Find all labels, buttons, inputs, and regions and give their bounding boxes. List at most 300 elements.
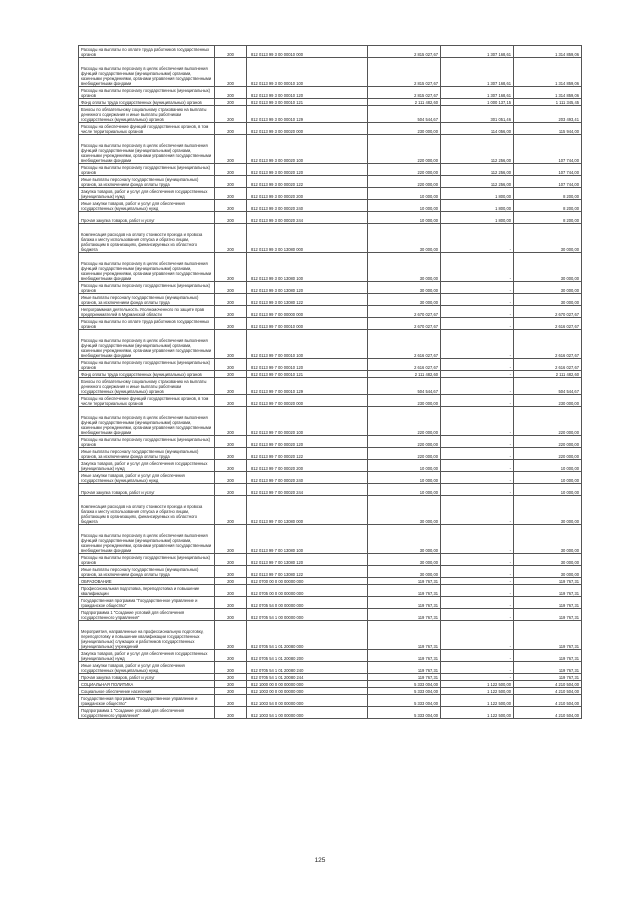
row-approved-amount: 10 000,00	[368, 460, 441, 472]
row-remaining-amount: 10 000,00	[514, 484, 582, 496]
row-approved-amount: 2 616 027,67	[368, 330, 441, 359]
row-executed-amount: -	[441, 496, 514, 525]
row-remaining-amount: 230 000,00	[514, 395, 582, 407]
row-line-code: 200	[215, 359, 247, 371]
row-line-code: 200	[215, 282, 247, 294]
row-executed-amount: 1 307 168,61	[441, 87, 514, 99]
row-remaining-amount: 203 493,41	[514, 106, 582, 123]
row-remaining-amount: 1 314 859,06	[514, 46, 582, 58]
row-approved-amount: 10 000,00	[368, 484, 441, 496]
row-approved-amount: 30 000,00	[368, 566, 441, 578]
row-approved-amount: 220 000,00	[368, 407, 441, 436]
table-row	[79, 200, 582, 212]
row-executed-amount: -	[441, 294, 514, 306]
table-row	[79, 681, 582, 688]
row-executed-amount: -	[441, 359, 514, 371]
row-kbk-code: 812 0113 99 3 00 00020 244	[247, 212, 368, 224]
table-row	[79, 123, 582, 135]
row-approved-amount: 119 767,31	[368, 662, 441, 674]
table-row	[79, 318, 582, 330]
row-remaining-amount: 119 767,31	[514, 585, 582, 597]
row-remaining-amount: 4 210 504,00	[514, 695, 582, 707]
row-remaining-amount: 30 000,00	[514, 496, 582, 525]
row-name: Иные выплаты персоналу государственных (муниципальных) органов, за исключением фонда оплаты труда	[79, 176, 215, 188]
row-approved-amount: 2 111 482,60	[368, 371, 441, 378]
row-kbk-code: 812 0113 99 3 00 13080 122	[247, 294, 368, 306]
row-name: Расходы на выплаты по оплате труда работников государственных органов	[79, 46, 215, 58]
page-number: 125	[314, 857, 326, 864]
row-line-code: 200	[215, 472, 247, 484]
row-approved-amount: 119 767,31	[368, 621, 441, 650]
row-name: Иные закупки товаров, работ и услуг для обеспечения государственных (муниципальных) нужд	[79, 662, 215, 674]
row-name: Взносы по обязательному социальному страхованию на выплаты денежного содержания и иные выплаты работникам государственных (муниципальных) органов	[79, 378, 215, 395]
row-remaining-amount: 30 000,00	[514, 525, 582, 554]
row-remaining-amount: 30 000,00	[514, 282, 582, 294]
table-row	[79, 695, 582, 707]
row-kbk-code: 812 0113 99 3 00 00020 200	[247, 188, 368, 200]
row-remaining-amount: 2 616 027,67	[514, 359, 582, 371]
row-kbk-code: 812 0705 54 1 01 20080 000	[247, 621, 368, 650]
row-kbk-code: 812 0113 99 3 00 00010 121	[247, 99, 368, 106]
row-name: Иные выплаты персоналу государственных (муниципальных) органов, за исключением фонда оплаты труда	[79, 294, 215, 306]
table-row	[79, 135, 582, 164]
row-executed-amount: 1 122 500,00	[441, 681, 514, 688]
row-line-code: 200	[215, 318, 247, 330]
row-name: Подпрограмма 1 "Создание условий для обеспечения государственного управления"	[79, 707, 215, 719]
row-name: Компенсация расходов на оплату стоимости проезда и провоза багажа к месту использования отпуска и обратно лицам, работающим в организациях, финансируемых из областного бюджета	[79, 224, 215, 253]
row-executed-amount: 1 122 500,00	[441, 707, 514, 719]
table-row	[79, 224, 582, 253]
row-name: Расходы на выплаты персоналу в целях обеспечения выполнения функций государственными (муниципальными) органами, казенными учреждениями, органами управления государственными внебюджетными фондами	[79, 525, 215, 554]
row-line-code: 200	[215, 176, 247, 188]
table-row	[79, 609, 582, 621]
table-row	[79, 554, 582, 566]
row-approved-amount: 2 815 027,67	[368, 58, 441, 87]
row-approved-amount: 2 670 027,67	[368, 318, 441, 330]
table-row	[79, 436, 582, 448]
row-remaining-amount: 220 000,00	[514, 448, 582, 460]
row-line-code: 200	[215, 554, 247, 566]
row-executed-amount: -	[441, 662, 514, 674]
table-row	[79, 578, 582, 585]
row-approved-amount: 30 000,00	[368, 282, 441, 294]
row-name: Расходы на выплаты персоналу в целях обеспечения выполнения функций государственными (муниципальными) органами, казенными учреждениями, органами управления государственными внебюджетными фондами	[79, 330, 215, 359]
row-approved-amount: 30 000,00	[368, 253, 441, 282]
row-remaining-amount: 115 944,00	[514, 123, 582, 135]
table-row	[79, 496, 582, 525]
row-name: Закупка товаров, работ и услуг для обеспечения государственных (муниципальных) нужд	[79, 650, 215, 662]
row-line-code: 200	[215, 135, 247, 164]
row-kbk-code: 812 0705 54 0 00 00000 000	[247, 597, 368, 609]
row-remaining-amount: 8 200,00	[514, 200, 582, 212]
row-executed-amount: -	[441, 371, 514, 378]
row-name: Расходы на обеспечение функций государственных органов, в том числе территориальных органов	[79, 123, 215, 135]
row-executed-amount: 1 122 500,00	[441, 688, 514, 695]
row-approved-amount: 2 670 027,67	[368, 306, 441, 318]
row-line-code: 200	[215, 371, 247, 378]
row-name: Расходы на выплаты по оплате труда работников государственных органов	[79, 318, 215, 330]
table-row	[79, 585, 582, 597]
table-row	[79, 58, 582, 87]
row-approved-amount: 10 000,00	[368, 472, 441, 484]
row-approved-amount: 220 000,00	[368, 164, 441, 176]
row-kbk-code: 812 0113 99 3 00 00020 122	[247, 176, 368, 188]
table-row	[79, 212, 582, 224]
row-executed-amount: -	[441, 597, 514, 609]
row-approved-amount: 119 767,31	[368, 674, 441, 681]
row-name: Иные выплаты персоналу государственных (муниципальных) органов, за исключением фонда оплаты труда	[79, 448, 215, 460]
row-kbk-code: 812 0113 99 7 00 00010 121	[247, 371, 368, 378]
row-approved-amount: 5 333 004,00	[368, 688, 441, 695]
row-approved-amount: 2 815 027,67	[368, 46, 441, 58]
row-executed-amount: 1 122 500,00	[441, 695, 514, 707]
table-row	[79, 106, 582, 123]
row-name: Иные закупки товаров, работ и услуг для обеспечения государственных (муниципальных) нужд	[79, 472, 215, 484]
row-name: Расходы на выплаты персоналу государственных (муниципальных) органов	[79, 436, 215, 448]
table-row	[79, 621, 582, 650]
table-row	[79, 707, 582, 719]
row-kbk-code: 812 1003 54 0 00 00000 000	[247, 695, 368, 707]
row-remaining-amount: 220 000,00	[514, 407, 582, 436]
row-name: Государственная программа "Государственное управление и гражданское общество"	[79, 695, 215, 707]
row-approved-amount: 2 111 482,60	[368, 99, 441, 106]
table-row	[79, 650, 582, 662]
row-executed-amount: -	[441, 472, 514, 484]
row-executed-amount: -	[441, 448, 514, 460]
row-approved-amount: 10 000,00	[368, 212, 441, 224]
row-name: Прочая закупка товаров, работ и услуг	[79, 212, 215, 224]
row-executed-amount: 1 307 168,61	[441, 46, 514, 58]
row-name: Социальное обеспечение населения	[79, 688, 215, 695]
row-remaining-amount: 119 767,31	[514, 578, 582, 585]
table-row	[79, 597, 582, 609]
row-remaining-amount: 1 111 345,45	[514, 99, 582, 106]
row-executed-amount: 112 256,00	[441, 164, 514, 176]
table-row	[79, 674, 582, 681]
table-row	[79, 359, 582, 371]
row-line-code: 200	[215, 436, 247, 448]
row-executed-amount: -	[441, 330, 514, 359]
row-name: Расходы на выплаты персоналу в целях обеспечения выполнения функций государственными (муниципальными) органами, казенными учреждениями, органами управления государственными внебюджетными фондами	[79, 407, 215, 436]
row-line-code: 200	[215, 253, 247, 282]
table-row	[79, 99, 582, 106]
table-row	[79, 688, 582, 695]
row-remaining-amount: 2 111 482,60	[514, 371, 582, 378]
row-line-code: 200	[215, 395, 247, 407]
row-name: Иные выплаты персоналу государственных (муниципальных) органов, за исключением фонда оплаты труда	[79, 566, 215, 578]
row-approved-amount: 119 767,31	[368, 578, 441, 585]
row-remaining-amount: 8 200,00	[514, 212, 582, 224]
row-executed-amount: 301 051,46	[441, 106, 514, 123]
row-remaining-amount: 10 000,00	[514, 460, 582, 472]
row-executed-amount: -	[441, 585, 514, 597]
row-line-code: 200	[215, 212, 247, 224]
table-row	[79, 448, 582, 460]
row-kbk-code: 812 0113 99 7 00 00000 000	[247, 306, 368, 318]
row-line-code: 200	[215, 525, 247, 554]
table-row	[79, 294, 582, 306]
row-executed-amount: -	[441, 460, 514, 472]
row-executed-amount: -	[441, 436, 514, 448]
row-name: Расходы на выплаты персоналу в целях обеспечения выполнения функций государственными (муниципальными) органами, казенными учреждениями, органами управления государственными внебюджетными фондами	[79, 135, 215, 164]
row-kbk-code: 812 0113 99 3 00 00010 000	[247, 46, 368, 58]
row-remaining-amount: 107 744,00	[514, 135, 582, 164]
row-kbk-code: 812 0113 99 7 00 00010 120	[247, 359, 368, 371]
row-executed-amount: 1 000 137,15	[441, 99, 514, 106]
row-kbk-code: 812 0113 99 3 00 00020 120	[247, 164, 368, 176]
row-line-code: 200	[215, 707, 247, 719]
row-executed-amount: 1 800,00	[441, 212, 514, 224]
row-remaining-amount: 119 767,31	[514, 621, 582, 650]
row-line-code: 200	[215, 378, 247, 395]
row-executed-amount: -	[441, 674, 514, 681]
table-row	[79, 407, 582, 436]
row-executed-amount: -	[441, 407, 514, 436]
table-row	[79, 371, 582, 378]
row-line-code: 200	[215, 448, 247, 460]
row-kbk-code: 812 0700 00 0 00 00000 000	[247, 578, 368, 585]
row-executed-amount: -	[441, 650, 514, 662]
row-remaining-amount: 119 767,31	[514, 597, 582, 609]
row-remaining-amount: 1 314 859,06	[514, 58, 582, 87]
row-executed-amount: 1 800,00	[441, 188, 514, 200]
row-executed-amount: -	[441, 282, 514, 294]
row-name: Прочая закупка товаров, работ и услуг	[79, 674, 215, 681]
row-remaining-amount: 8 200,00	[514, 188, 582, 200]
table-row	[79, 176, 582, 188]
row-kbk-code: 812 0113 99 7 00 00020 000	[247, 395, 368, 407]
table-row	[79, 525, 582, 554]
row-executed-amount: -	[441, 484, 514, 496]
row-kbk-code: 812 1003 00 0 00 00000 000	[247, 688, 368, 695]
row-remaining-amount: 30 000,00	[514, 294, 582, 306]
row-kbk-code: 812 0113 99 3 00 00020 240	[247, 200, 368, 212]
row-remaining-amount: 107 744,00	[514, 164, 582, 176]
row-line-code: 200	[215, 674, 247, 681]
row-line-code: 200	[215, 294, 247, 306]
row-approved-amount: 119 767,31	[368, 609, 441, 621]
row-kbk-code: 812 0113 99 7 00 13080 000	[247, 496, 368, 525]
row-kbk-code: 812 0113 99 7 00 13080 100	[247, 525, 368, 554]
row-kbk-code: 812 0113 99 7 00 00010 129	[247, 378, 368, 395]
row-approved-amount: 5 333 004,00	[368, 695, 441, 707]
row-kbk-code: 812 0113 99 7 00 00020 200	[247, 460, 368, 472]
row-remaining-amount: 2 616 027,67	[514, 318, 582, 330]
row-executed-amount: 1 307 168,61	[441, 58, 514, 87]
row-line-code: 200	[215, 662, 247, 674]
row-approved-amount: 119 767,31	[368, 597, 441, 609]
row-name: Взносы по обязательному социальному страхованию на выплаты денежного содержания и иные выплаты работникам государственных (муниципальных) органов	[79, 106, 215, 123]
row-name: Подпрограмма 1 "Создание условий для обеспечения государственного управления"	[79, 609, 215, 621]
row-kbk-code: 812 0113 99 7 00 00020 100	[247, 407, 368, 436]
row-line-code: 200	[215, 621, 247, 650]
row-executed-amount: -	[441, 566, 514, 578]
row-kbk-code: 812 0113 99 3 00 00010 100	[247, 58, 368, 87]
row-remaining-amount: 2 670 027,67	[514, 306, 582, 318]
row-remaining-amount: 10 000,00	[514, 472, 582, 484]
row-remaining-amount: 2 616 027,67	[514, 330, 582, 359]
table-row	[79, 306, 582, 318]
row-line-code: 200	[215, 123, 247, 135]
row-line-code: 200	[215, 578, 247, 585]
row-name: Закупка товаров, работ и услуг для обеспечения государственных (муниципальных) нужд	[79, 188, 215, 200]
row-approved-amount: 119 767,31	[368, 585, 441, 597]
table-row	[79, 472, 582, 484]
row-name: СОЦИАЛЬНАЯ ПОЛИТИКА	[79, 681, 215, 688]
row-name: Расходы на выплаты персоналу в целях обеспечения выполнения функций государственными (муниципальными) органами, казенными учреждениями, органами управления государственными внебюджетными фондами	[79, 253, 215, 282]
row-kbk-code: 812 0705 54 1 00 00000 000	[247, 609, 368, 621]
row-name: Компенсация расходов на оплату стоимости проезда и провоза багажа к месту использования отпуска и обратно лицам, работающим в организациях, финансируемых из областного бюджета	[79, 496, 215, 525]
row-remaining-amount: 30 000,00	[514, 253, 582, 282]
row-executed-amount: -	[441, 554, 514, 566]
row-name: Непрограммная деятельность Уполномоченного по защите прав предпринимателей в Мурманской области	[79, 306, 215, 318]
row-approved-amount: 504 544,67	[368, 106, 441, 123]
row-remaining-amount: 119 767,31	[514, 609, 582, 621]
row-name: Иные закупки товаров, работ и услуг для обеспечения государственных (муниципальных) нужд	[79, 200, 215, 212]
row-approved-amount: 10 000,00	[368, 188, 441, 200]
table-row	[79, 566, 582, 578]
row-remaining-amount: 119 767,31	[514, 662, 582, 674]
row-remaining-amount: 119 767,31	[514, 674, 582, 681]
table-row	[79, 188, 582, 200]
row-name: Расходы на обеспечение функций государственных органов, в том числе территориальных органов	[79, 395, 215, 407]
row-approved-amount: 220 000,00	[368, 448, 441, 460]
row-line-code: 200	[215, 695, 247, 707]
row-name: Фонд оплаты труда государственных (муниципальных) органов	[79, 371, 215, 378]
row-executed-amount: -	[441, 224, 514, 253]
row-line-code: 200	[215, 566, 247, 578]
row-name: Расходы на выплаты персоналу государственных (муниципальных) органов	[79, 87, 215, 99]
row-kbk-code: 812 1003 54 1 00 00000 000	[247, 707, 368, 719]
row-line-code: 200	[215, 224, 247, 253]
row-executed-amount: -	[441, 253, 514, 282]
row-name: ОБРАЗОВАНИЕ	[79, 578, 215, 585]
row-remaining-amount: 4 210 504,00	[514, 688, 582, 695]
row-kbk-code: 812 0113 99 3 00 13080 000	[247, 224, 368, 253]
row-remaining-amount: 30 000,00	[514, 566, 582, 578]
row-remaining-amount: 504 544,67	[514, 378, 582, 395]
row-kbk-code: 812 0113 99 3 00 13080 120	[247, 282, 368, 294]
row-kbk-code: 812 0705 54 1 01 20080 240	[247, 662, 368, 674]
row-name: Расходы на выплаты персоналу государственных (муниципальных) органов	[79, 164, 215, 176]
row-approved-amount: 220 000,00	[368, 176, 441, 188]
row-kbk-code: 812 0705 54 1 01 20080 244	[247, 674, 368, 681]
row-approved-amount: 30 000,00	[368, 496, 441, 525]
row-line-code: 200	[215, 58, 247, 87]
row-line-code: 200	[215, 585, 247, 597]
row-approved-amount: 30 000,00	[368, 294, 441, 306]
row-name: Прочая закупка товаров, работ и услуг	[79, 484, 215, 496]
row-line-code: 200	[215, 597, 247, 609]
row-remaining-amount: 119 767,31	[514, 650, 582, 662]
row-executed-amount: -	[441, 621, 514, 650]
row-line-code: 200	[215, 688, 247, 695]
row-approved-amount: 2 616 027,67	[368, 359, 441, 371]
row-kbk-code: 812 0113 99 7 00 00020 120	[247, 436, 368, 448]
row-line-code: 200	[215, 330, 247, 359]
table-row	[79, 460, 582, 472]
row-kbk-code: 812 1000 00 0 00 00000 000	[247, 681, 368, 688]
row-kbk-code: 812 0705 54 1 01 20080 200	[247, 650, 368, 662]
row-approved-amount: 10 000,00	[368, 200, 441, 212]
row-executed-amount: -	[441, 395, 514, 407]
row-approved-amount: 504 544,67	[368, 378, 441, 395]
row-name: Расходы на выплаты персоналу государственных (муниципальных) органов	[79, 282, 215, 294]
row-executed-amount: -	[441, 609, 514, 621]
row-approved-amount: 2 815 027,67	[368, 87, 441, 99]
row-kbk-code: 812 0113 99 3 00 00010 129	[247, 106, 368, 123]
row-line-code: 200	[215, 188, 247, 200]
row-line-code: 200	[215, 106, 247, 123]
row-kbk-code: 812 0113 99 3 00 13080 100	[247, 253, 368, 282]
row-name: Расходы на выплаты персоналу в целях обеспечения выполнения функций государственными (муниципальными) органами, казенными учреждениями, органами управления государственными внебюджетными фондами	[79, 58, 215, 87]
row-executed-amount: -	[441, 525, 514, 554]
row-kbk-code: 812 0113 99 7 00 00020 122	[247, 448, 368, 460]
row-kbk-code: 812 0113 99 7 00 00010 100	[247, 330, 368, 359]
table-row	[79, 662, 582, 674]
row-remaining-amount: 220 000,00	[514, 436, 582, 448]
row-approved-amount: 230 000,00	[368, 123, 441, 135]
row-kbk-code: 812 0113 99 7 00 13080 120	[247, 554, 368, 566]
row-kbk-code: 812 0705 00 0 00 00000 000	[247, 585, 368, 597]
row-remaining-amount: 30 000,00	[514, 224, 582, 253]
row-remaining-amount: 1 314 859,06	[514, 87, 582, 99]
row-line-code: 200	[215, 681, 247, 688]
row-approved-amount: 30 000,00	[368, 224, 441, 253]
row-line-code: 200	[215, 46, 247, 58]
row-kbk-code: 812 0113 99 7 00 00020 244	[247, 484, 368, 496]
row-kbk-code: 812 0113 99 3 00 00020 000	[247, 123, 368, 135]
row-remaining-amount: 4 210 504,00	[514, 681, 582, 688]
row-line-code: 200	[215, 164, 247, 176]
budget-table	[78, 45, 582, 719]
row-approved-amount: 119 767,31	[368, 650, 441, 662]
row-remaining-amount: 4 210 504,00	[514, 707, 582, 719]
row-kbk-code: 812 0113 99 7 00 00020 240	[247, 472, 368, 484]
table-row	[79, 164, 582, 176]
table-row	[79, 330, 582, 359]
row-approved-amount: 30 000,00	[368, 554, 441, 566]
row-line-code: 200	[215, 484, 247, 496]
table-row	[79, 282, 582, 294]
row-remaining-amount: 30 000,00	[514, 554, 582, 566]
table-row	[79, 395, 582, 407]
row-line-code: 200	[215, 496, 247, 525]
table-row	[79, 253, 582, 282]
row-name: Профессиональная подготовка, переподготовка и повышение квалификации	[79, 585, 215, 597]
row-executed-amount: -	[441, 306, 514, 318]
table-row	[79, 46, 582, 58]
row-kbk-code: 812 0113 99 7 00 13080 122	[247, 566, 368, 578]
row-name: Закупка товаров, работ и услуг для обеспечения государственных (муниципальных) нужд	[79, 460, 215, 472]
row-line-code: 200	[215, 200, 247, 212]
row-approved-amount: 220 000,00	[368, 436, 441, 448]
row-line-code: 200	[215, 460, 247, 472]
row-executed-amount: -	[441, 578, 514, 585]
row-name: Расходы на выплаты персоналу государственных (муниципальных) органов	[79, 554, 215, 566]
row-line-code: 200	[215, 306, 247, 318]
row-approved-amount: 5 333 004,00	[368, 681, 441, 688]
row-kbk-code: 812 0113 99 3 00 00020 100	[247, 135, 368, 164]
row-line-code: 200	[215, 99, 247, 106]
row-kbk-code: 812 0113 99 3 00 00010 120	[247, 87, 368, 99]
row-kbk-code: 812 0113 99 7 00 00010 000	[247, 318, 368, 330]
row-executed-amount: 114 056,00	[441, 123, 514, 135]
table-row	[79, 87, 582, 99]
row-executed-amount: -	[441, 378, 514, 395]
row-line-code: 200	[215, 609, 247, 621]
row-approved-amount: 230 000,00	[368, 395, 441, 407]
